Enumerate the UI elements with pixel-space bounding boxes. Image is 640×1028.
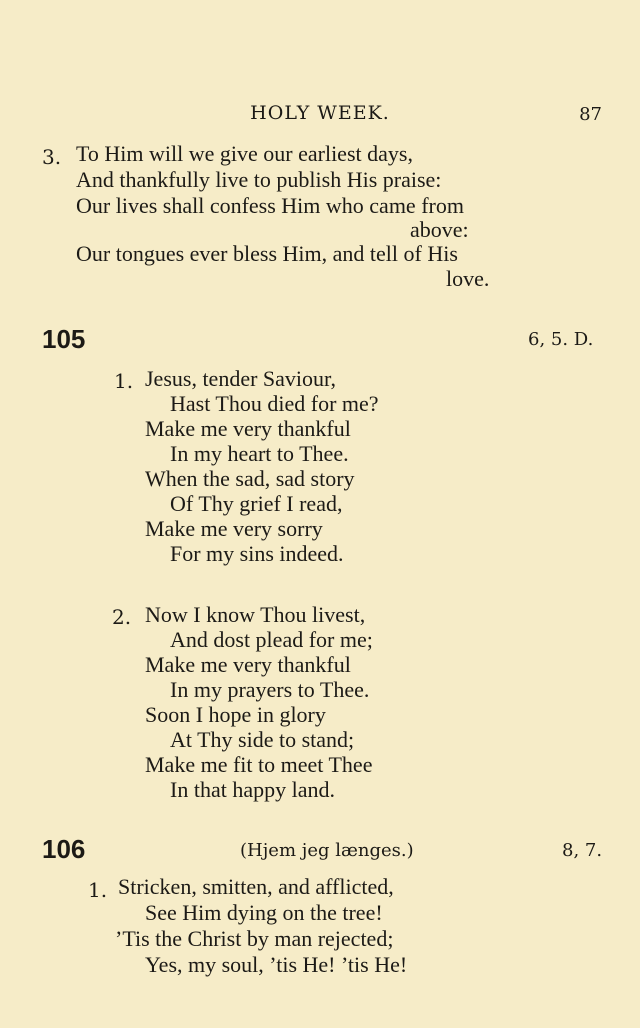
stanza-number: 2. <box>112 605 132 629</box>
verse-line: In my heart to Thee. <box>170 441 349 466</box>
verse-line-runover: love. <box>446 266 490 291</box>
verse-line: Jesus, tender Saviour, <box>145 366 336 391</box>
hymn-number: 105 <box>42 324 86 354</box>
verse-line: ’Tis the Christ by man rejected; <box>115 926 394 951</box>
stanza-number: 3. <box>42 145 62 169</box>
page-number: 87 <box>579 104 602 125</box>
verse-line: Now I know Thou livest, <box>145 602 366 627</box>
verse-line: See Him dying on the tree! <box>145 900 383 925</box>
stanza-number: 1. <box>88 878 108 902</box>
verse-line: Our lives shall confess Him who came from <box>76 193 464 218</box>
verse-line: To Him will we give our earliest days, <box>76 141 413 166</box>
verse-line: At Thy side to stand; <box>170 727 355 752</box>
hymn-number: 106 <box>42 834 86 864</box>
verse-line: Make me very sorry <box>145 516 323 541</box>
verse-line: Make me fit to meet Thee <box>145 752 373 777</box>
verse-line: And dost plead for me; <box>170 627 373 652</box>
running-head: HOLY WEEK. <box>250 102 390 124</box>
verse-line: Yes, my soul, ’tis He! ’tis He! <box>145 952 408 977</box>
tune-name: (Hjem jeg længes.) <box>240 840 414 861</box>
verse-line: Soon I hope in glory <box>145 702 326 727</box>
verse-line: Stricken, smitten, and afflicted, <box>118 874 394 899</box>
verse-line: For my sins indeed. <box>170 541 344 566</box>
verse-line: And thankfully live to publish His praise: <box>76 167 442 192</box>
verse-line: When the sad, sad story <box>145 466 355 491</box>
verse-line: Make me very thankful <box>145 652 351 677</box>
verse-line: In my prayers to Thee. <box>170 677 370 702</box>
verse-line: Make me very thankful <box>145 416 351 441</box>
verse-line: In that happy land. <box>170 777 335 802</box>
verse-line: Our tongues ever bless Him, and tell of His <box>76 241 458 266</box>
meter: 6, 5. D. <box>528 329 594 350</box>
verse-line: Of Thy grief I read, <box>170 491 343 516</box>
stanza-number: 1. <box>114 369 134 393</box>
verse-line: Hast Thou died for me? <box>170 391 379 416</box>
meter: 8, 7. <box>562 840 603 861</box>
verse-line-runover: above: <box>410 217 469 242</box>
